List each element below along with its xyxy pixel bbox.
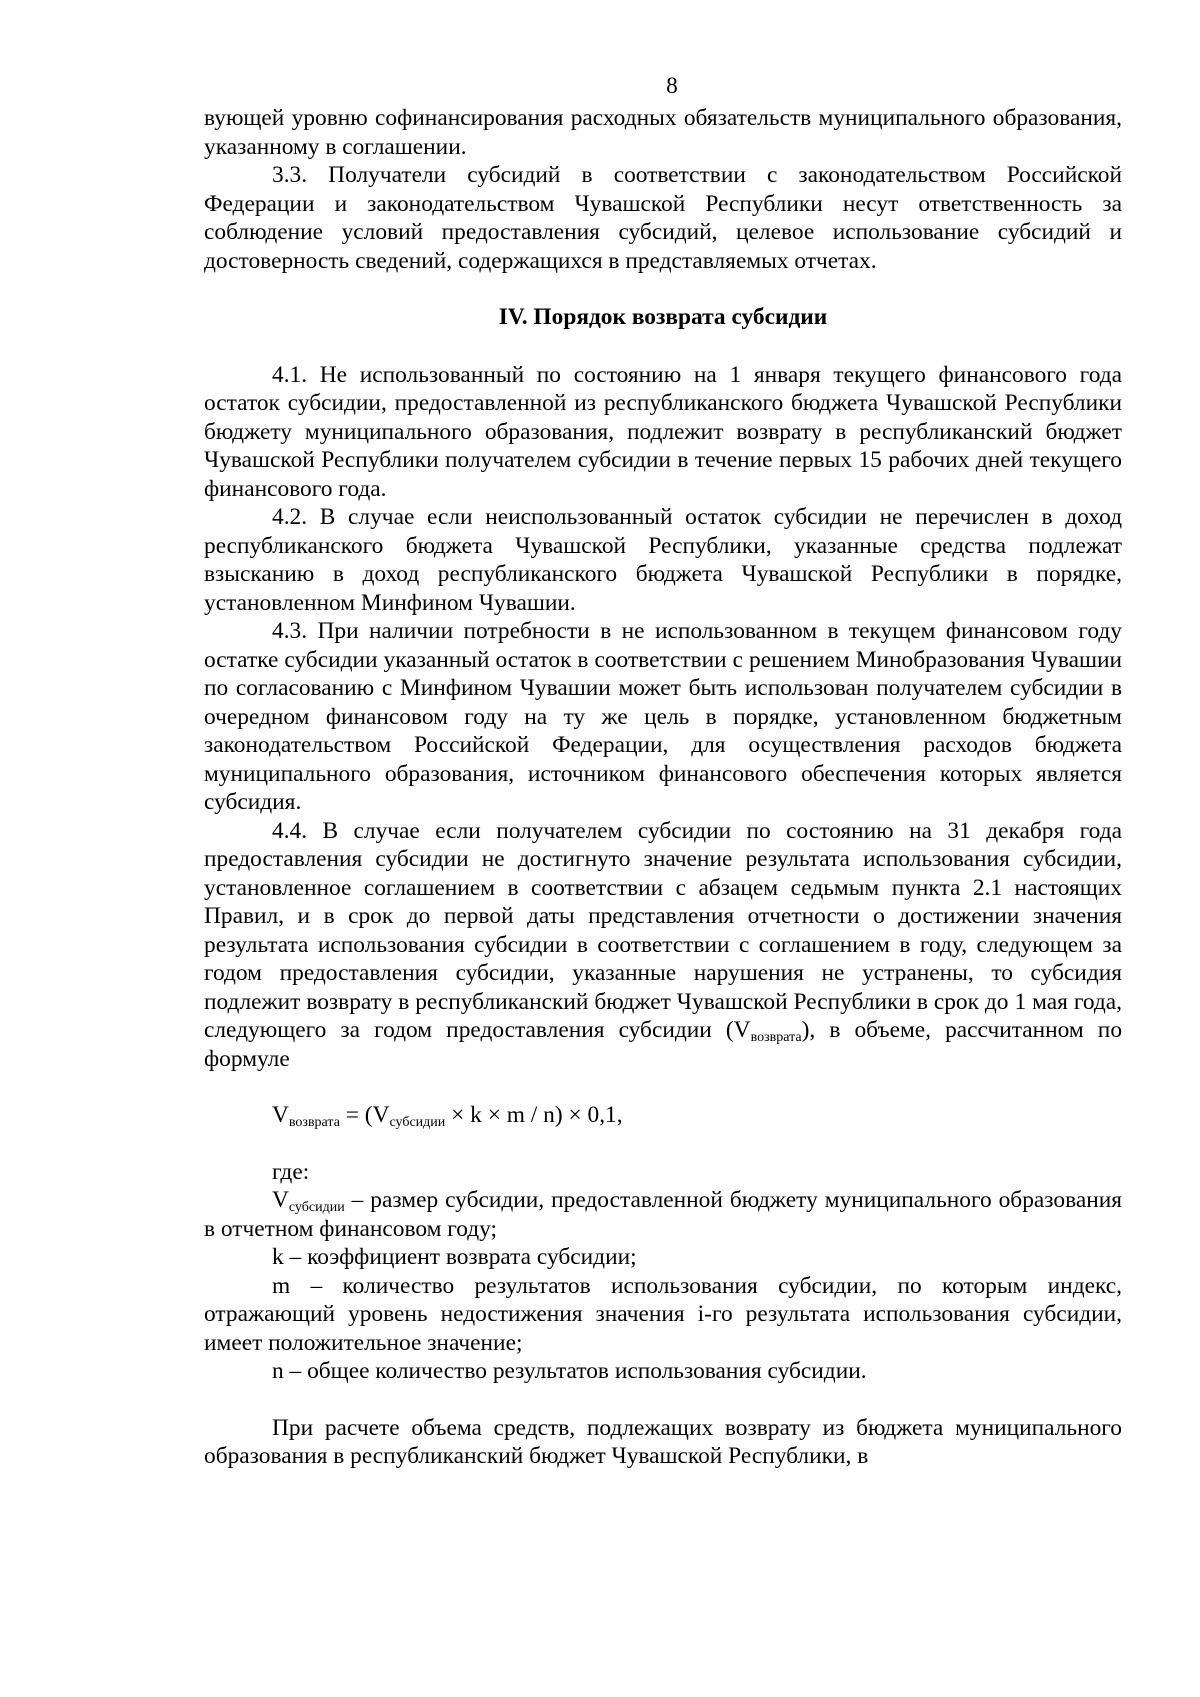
section-heading: IV. Порядок возврата субсидии: [498, 304, 828, 330]
where-label: где:: [272, 1158, 310, 1185]
formula-v1-subscript: возврата: [288, 1115, 340, 1130]
formula-v2-subscript: субсидии: [389, 1115, 446, 1130]
definition-k: k – коэффициент возврата субсидии;: [272, 1244, 637, 1270]
paragraph-4-2: 4.2. В случае если неиспользованный остаток субсидии не перечислен в доход республиканского бюджета Чувашской Республики, указанные средства подлежат взысканию в доход республиканского бюджета Чувашской Республики в порядке, установленном Минфином Чувашии.: [204, 504, 1122, 616]
paragraph-4-4-text: 4.4. В случае если получателем субсидии по состоянию на 31 декабря года предоставления субсидии не достигнуто значение результата использования субсидии, установленное соглашением в соответствии с абзацем седьмым пункта 2.1 настоящих Правил, и в срок до первой даты представления отчетности о достижении значения результата использования субсидии в соответствии с соглашением в году, следующем за годом предоставления субсидии, указанные нарушения не устранены, то субсидия подлежит возврату в республиканский бюджет Чувашской Республики в срок до 1 мая года, следующего за годом предоставления субсидии (V: [204, 817, 1122, 1043]
definition-n: n – общее количество результатов использования субсидии.: [272, 1358, 867, 1384]
formula-mid: = (V: [339, 1102, 390, 1128]
definition-v-symbol: V: [272, 1187, 289, 1213]
paragraph-4-1: 4.1. Не использованный по состоянию на 1 января текущего финансового года остаток субсидии, предоставленной из республиканского бюджета Чувашской Республики бюджету муниципального образования, подлежит возврату в республиканский бюджет Чувашской Республики получателем субсидии в течение первых 15 рабочих дней текущего финансового года.: [204, 361, 1122, 502]
formula-v1: V: [272, 1102, 289, 1128]
formula-rest: × k × m / n) × 0,1,: [445, 1102, 623, 1128]
document-page: [204, 72, 1122, 1471]
definition-m: m – количество результатов использования субсидии, по которым индекс, отражающий уровень недостижения значения i-го результата использования субсидии, имеет положительное значение;: [204, 1272, 1122, 1356]
page-number: 8: [666, 73, 678, 99]
paragraph-4-4-tail: ), в объеме, рассчитанном по формуле: [204, 1017, 1123, 1072]
paragraph-continuation: вующей уровню софинансирования расходных обязательств муниципального образования, указанному в соглашении.: [204, 105, 1122, 160]
paragraph-3-3: 3.3. Получатели субсидий в соответствии с законодательством Российской Федерации и законодательством Чувашской Республики несут ответственность за соблюдение условий предоставления субсидий, целевое использование субсидий и достоверность сведений, содержащихся в представляемых отчетах.: [204, 162, 1122, 274]
definition-v-text: – размер субсидии, предоставленной бюджету муниципального образования в отчетном финансовом году;: [204, 1187, 1122, 1242]
closing-paragraph: При расчете объема средств, подлежащих возврату из бюджета муниципального образования в республиканский бюджет Чувашской Республики, в: [204, 1414, 1122, 1469]
definition-v: [204, 1186, 1122, 1243]
definition-v-subscript: субсидии: [288, 1200, 345, 1215]
paragraph-4-4-subscript: возврата: [750, 1030, 802, 1045]
paragraph-4-4: [204, 817, 1122, 1074]
formula: [204, 1101, 1122, 1130]
paragraph-4-3: 4.3. При наличии потребности в не использованном в текущем финансовом году остатке субсидии указанный остаток в соответствии с решением Минобразования Чувашии по согласованию с Минфином Чувашии может быть использован получателем субсидии в очередном финансовом году на ту же цель в порядке, установленном бюджетным законодательством Российской Федерации, для осуществления расходов бюджета муниципального образования, источником финансового обеспечения которых является субсидия.: [204, 618, 1122, 815]
